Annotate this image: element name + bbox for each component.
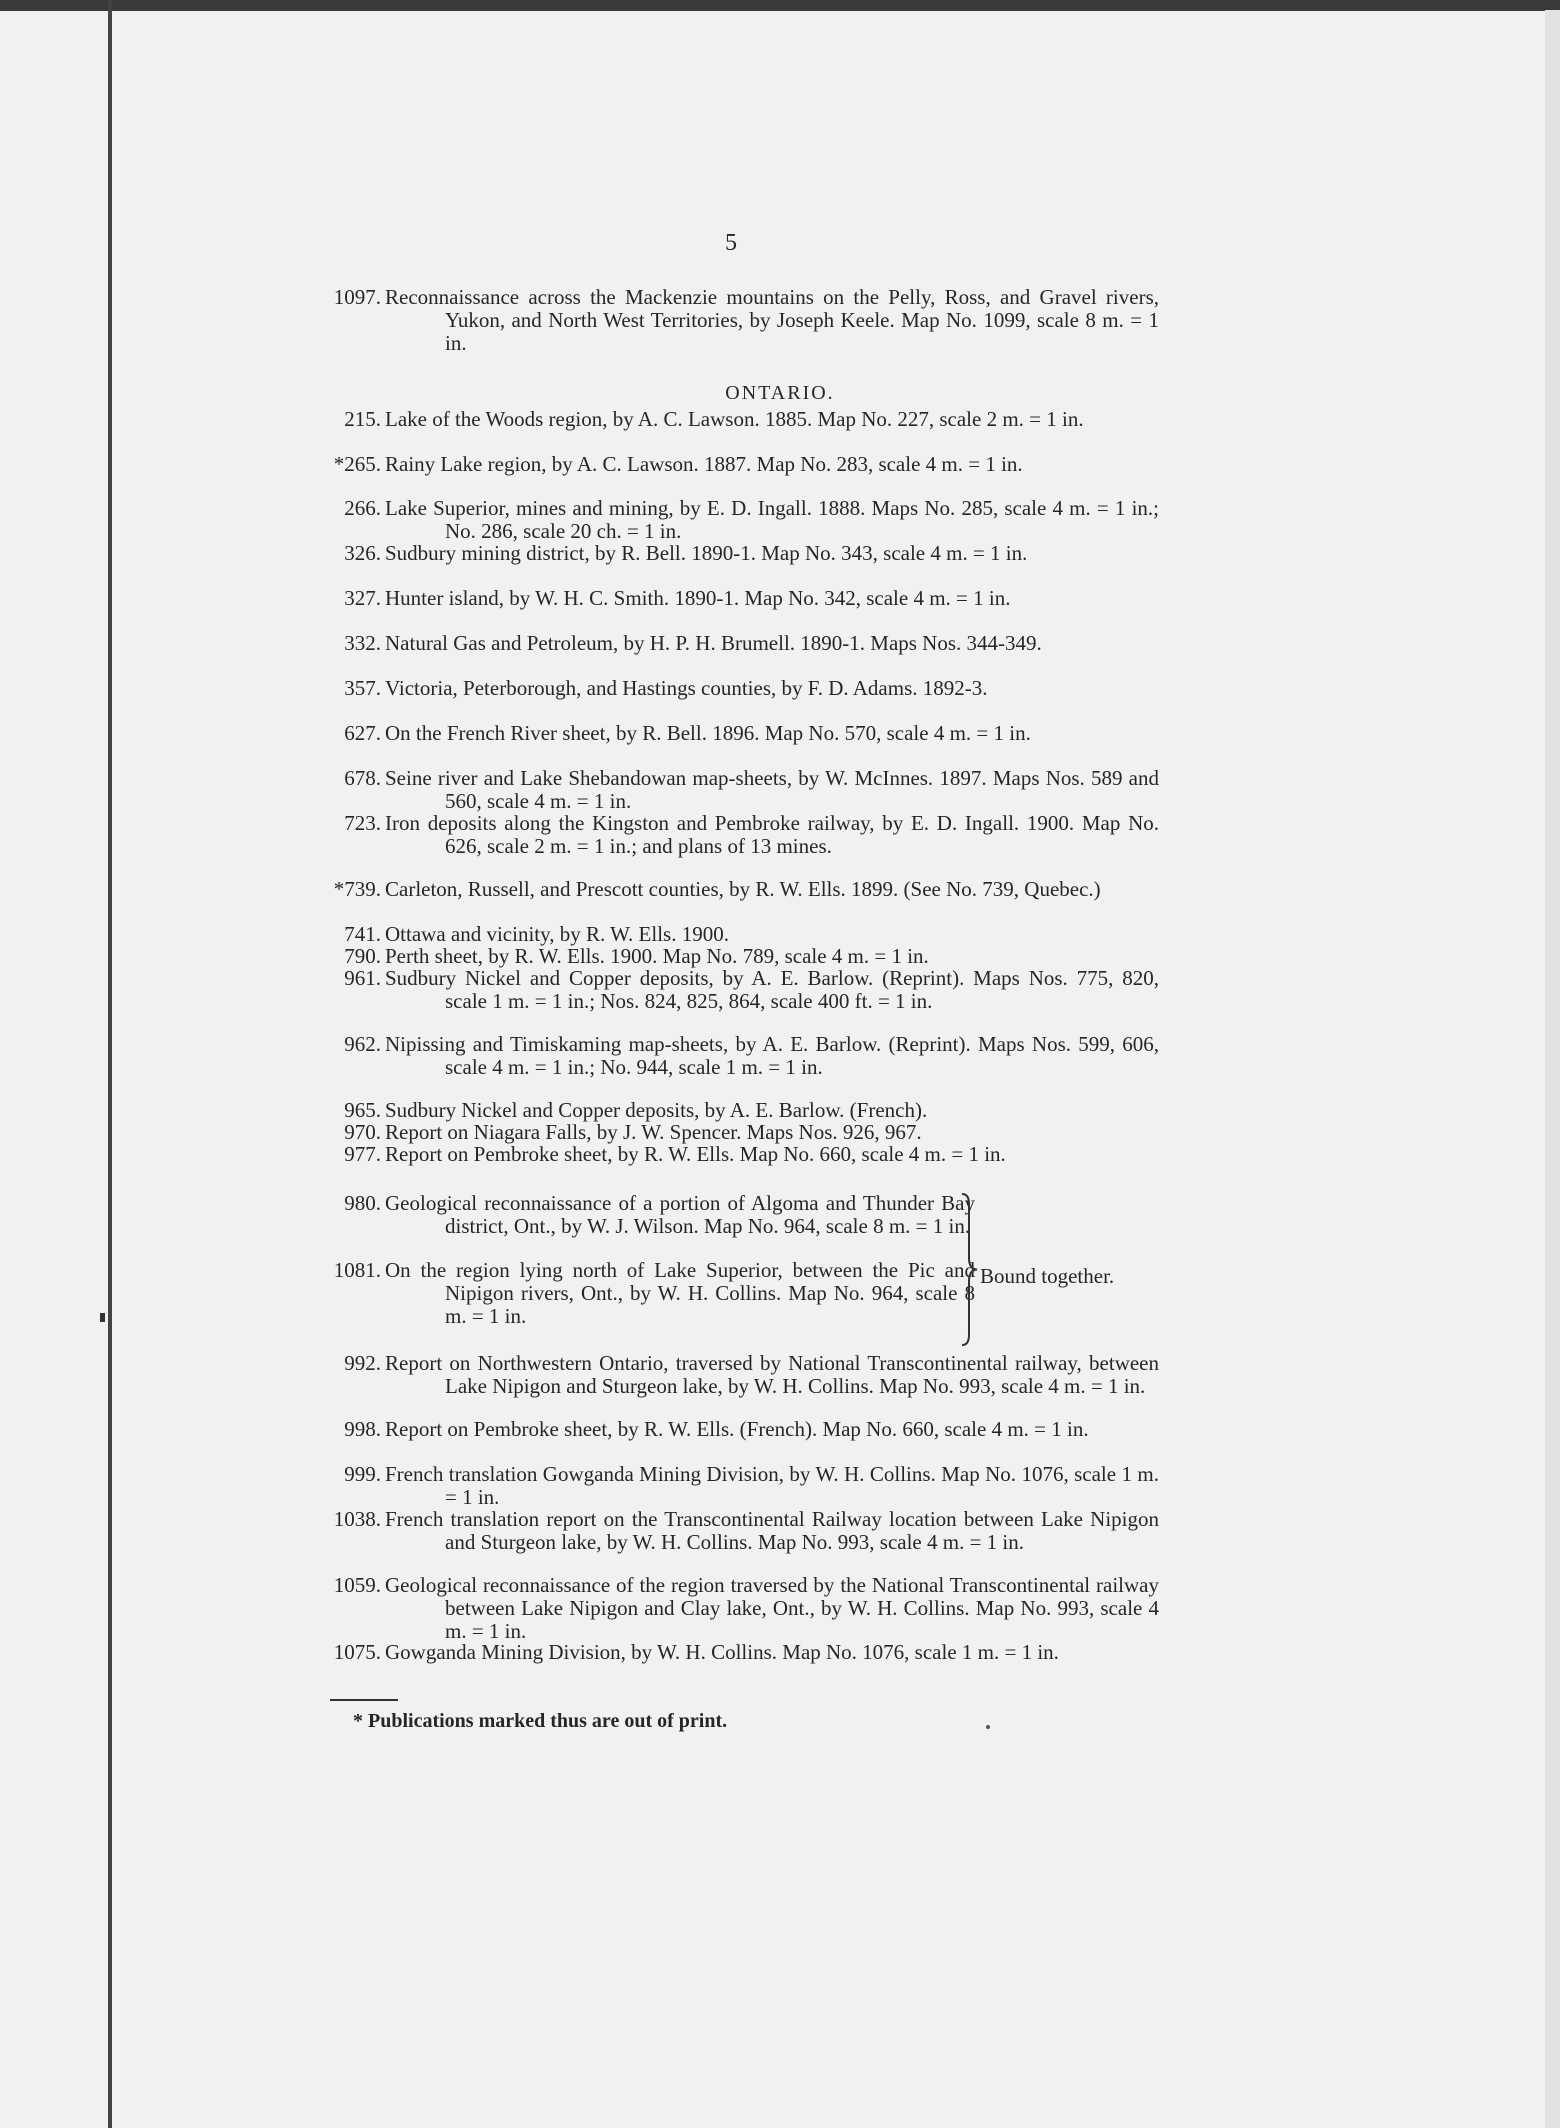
entry-number: 1097. [333, 285, 381, 309]
page-number: 5 [725, 230, 737, 256]
entry-text: Nipissing and Timiskaming map-sheets, by A. E. Barlow. (Reprint). Maps Nos. 599, 606, scale 4 m. = 1 in.; No. 944, scale 1 m. = 1 in. [385, 1032, 1159, 1079]
entry-text: Reconnaissance across the Mackenzie mountains on the Pelly, Ross, and Gravel rivers, Yukon, and North West Territories, by Joseph Keele. Map No. 1099, scale 8 m. = 1 in. [385, 285, 1159, 355]
speck-dot [986, 1725, 990, 1729]
list-item [344, 496, 1159, 543]
entry-text: Gowganda Mining Division, by W. H. Collins. Map No. 1076, scale 1 m. = 1 in. [385, 1640, 1059, 1664]
list-item [344, 631, 1159, 655]
list-item [344, 1142, 1159, 1166]
entry-text: Report on Northwestern Ontario, traversed by National Transcontinental railway, between Lake Nipigon and Sturgeon lake, by W. H. Collins. Map No. 993, scale 4 m. = 1 in. [385, 1351, 1159, 1398]
list-item [344, 1462, 1159, 1509]
list-item [344, 407, 1159, 431]
entry-number: 678. [344, 766, 381, 790]
entry-number: 266. [344, 496, 381, 520]
entry-text: On the region lying north of Lake Superior, between the Pic and Nipigon rivers, Ont., by W. H. Collins. Map No. 964, scale 8 m. = 1 in. [385, 1258, 975, 1328]
entry-number: 332. [344, 631, 381, 655]
list-item [344, 586, 1159, 610]
entry-text: Report on Niagara Falls, by J. W. Spencer. Maps Nos. 926, 967. [385, 1120, 922, 1144]
list-item [333, 452, 1159, 476]
list-item [344, 721, 1159, 745]
entry-text: Geological reconnaissance of a portion of Algoma and Thunder Bay district, Ont., by W. J. Wilson. Map No. 964, scale 8 m. = 1 in. [385, 1191, 975, 1238]
entry-text: Seine river and Lake Shebandowan map-sheets, by W. McInnes. 1897. Maps Nos. 589 and 560, scale 4 m. = 1 in. [385, 766, 1159, 813]
list-item [344, 1351, 1159, 1398]
entry-text: Sudbury Nickel and Copper deposits, by A. E. Barlow. (French). [385, 1098, 928, 1122]
list-item [344, 1098, 1159, 1122]
right-brace [960, 1192, 978, 1347]
list-item [333, 1507, 1159, 1554]
entry-number: 1075. [333, 1640, 381, 1664]
entry-text: Hunter island, by W. H. C. Smith. 1890-1. Map No. 342, scale 4 m. = 1 in. [385, 586, 1011, 610]
scan-top-border [0, 0, 1560, 11]
entry-number: 992. [344, 1351, 381, 1375]
entry-number: 961. [344, 966, 381, 990]
footnote-rule [330, 1699, 398, 1701]
entry-text: Ottawa and vicinity, by R. W. Ells. 1900. [385, 922, 729, 946]
entry-text: Natural Gas and Petroleum, by H. P. H. Brumell. 1890-1. Maps Nos. 344-349. [385, 631, 1042, 655]
entry-number: 741. [344, 922, 381, 946]
bracket-label: Bound together. [980, 1264, 1115, 1288]
list-item [344, 676, 1159, 700]
entry-intro [333, 285, 1159, 355]
entry-text: Report on Pembroke sheet, by R. W. Ells. (French). Map No. 660, scale 4 m. = 1 in. [385, 1417, 1089, 1441]
entry-text: On the French River sheet, by R. Bell. 1896. Map No. 570, scale 4 m. = 1 in. [385, 721, 1031, 745]
list-item [344, 922, 1159, 946]
list-item [333, 877, 1159, 901]
entry-number: 215. [344, 407, 381, 431]
entry-number: 998. [344, 1417, 381, 1441]
list-item [344, 1120, 1159, 1144]
list-item [344, 1417, 1159, 1441]
list-item [344, 1191, 975, 1238]
entry-number: 977. [344, 1142, 381, 1166]
entry-number: 627. [344, 721, 381, 745]
margin-mark [100, 1313, 105, 1322]
entry-number: *265. [333, 452, 381, 476]
entry-text: Report on Pembroke sheet, by R. W. Ells. Map No. 660, scale 4 m. = 1 in. [385, 1142, 1006, 1166]
entry-number: 962. [344, 1032, 381, 1056]
section-title: ONTARIO. [725, 382, 835, 404]
footnote: * Publications marked thus are out of print. [353, 1710, 728, 1732]
entry-number: 1059. [333, 1573, 381, 1597]
list-item [344, 944, 1159, 968]
list-item [333, 1258, 975, 1328]
entry-number: 970. [344, 1120, 381, 1144]
entry-number: 1038. [333, 1507, 381, 1531]
scan-left-margin-line [108, 0, 112, 2128]
entry-text: French translation Gowganda Mining Division, by W. H. Collins. Map No. 1076, scale 1 m. = 1 in. [385, 1462, 1159, 1509]
list-item [344, 1032, 1159, 1079]
entry-text: Lake of the Woods region, by A. C. Lawson. 1885. Map No. 227, scale 2 m. = 1 in. [385, 407, 1084, 431]
entry-text: Sudbury mining district, by R. Bell. 1890-1. Map No. 343, scale 4 m. = 1 in. [385, 541, 1028, 565]
list-item [333, 1640, 1159, 1664]
list-item [344, 811, 1159, 858]
entry-number: *739. [333, 877, 381, 901]
entry-text: Lake Superior, mines and mining, by E. D. Ingall. 1888. Maps No. 285, scale 4 m. = 1 in.; No. 286, scale 20 ch. = 1 in. [385, 496, 1159, 543]
list-item [333, 1573, 1159, 1643]
entry-text: Carleton, Russell, and Prescott counties, by R. W. Ells. 1899. (See No. 739, Quebec.) [385, 877, 1101, 901]
entry-number: 999. [344, 1462, 381, 1486]
entry-number: 326. [344, 541, 381, 565]
entry-text: Rainy Lake region, by A. C. Lawson. 1887. Map No. 283, scale 4 m. = 1 in. [385, 452, 1023, 476]
entry-number: 357. [344, 676, 381, 700]
entry-text: French translation report on the Transcontinental Railway location between Lake Nipigon and Sturgeon lake, by W. H. Collins. Map No. 993, scale 4 m. = 1 in. [385, 1507, 1159, 1554]
entry-number: 980. [344, 1191, 381, 1215]
entry-number: 790. [344, 944, 381, 968]
list-item [344, 541, 1159, 565]
list-item [344, 966, 1159, 1013]
entry-text: Victoria, Peterborough, and Hastings counties, by F. D. Adams. 1892-3. [385, 676, 988, 700]
entry-text: Iron deposits along the Kingston and Pembroke railway, by E. D. Ingall. 1900. Map No. 626, scale 2 m. = 1 in.; and plans of 13 mines. [385, 811, 1159, 858]
list-item [344, 766, 1159, 813]
scan-right-edge [1545, 10, 1560, 2128]
entry-number: 965. [344, 1098, 381, 1122]
entry-text: Geological reconnaissance of the region traversed by the National Transcontinental railway between Lake Nipigon and Clay lake, Ont., by W. H. Collins. Map No. 993, scale 4 m. = 1 in. [385, 1573, 1159, 1643]
entry-number: 1081. [333, 1258, 381, 1282]
entry-number: 327. [344, 586, 381, 610]
entry-number: 723. [344, 811, 381, 835]
entry-text: Perth sheet, by R. W. Ells. 1900. Map No. 789, scale 4 m. = 1 in. [385, 944, 929, 968]
entry-text: Sudbury Nickel and Copper deposits, by A. E. Barlow. (Reprint). Maps Nos. 775, 820, scale 1 m. = 1 in.; Nos. 824, 825, 864, scale 400 ft. = 1 in. [385, 966, 1159, 1013]
